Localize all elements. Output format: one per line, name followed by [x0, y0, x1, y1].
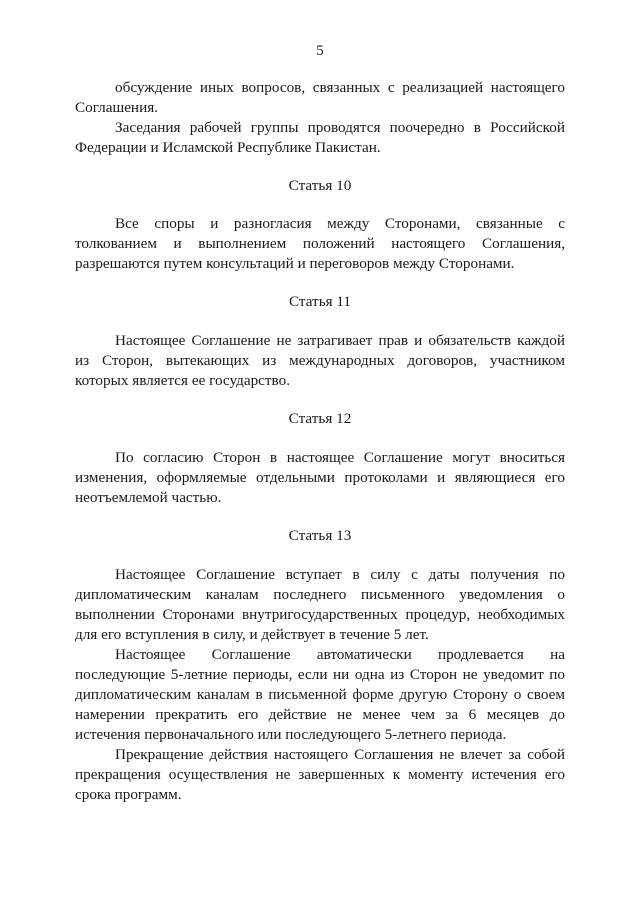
article-10-paragraph-1: Все споры и разногласия между Сторонами, связанные с толкованием и выполнением положений настоящего Соглашения, разрешаются путем консультаций и переговоров между Сторонами.	[75, 215, 565, 272]
intro-paragraph-1: обсуждение иных вопросов, связанных с реализацией настоящего Соглашения.	[75, 79, 565, 116]
intro-block	[75, 78, 565, 158]
article-11-body	[75, 331, 565, 391]
article-13-body	[75, 565, 565, 805]
article-10-body	[75, 214, 565, 274]
article-11-heading: Статья 11	[288, 293, 352, 310]
article-11-paragraph-1: Настоящее Соглашение не затрагивает прав и обязательств каждой из Сторон, вытекающих из международных договоров, участником которых является ее государство.	[75, 332, 565, 389]
article-13-heading: Статья 13	[288, 527, 352, 544]
article-10-heading: Статья 10	[288, 177, 352, 194]
article-13-paragraph-3: Прекращение действия настоящего Соглашения не влечет за собой прекращения осуществления не завершенных к моменту истечения его срока программ.	[75, 746, 565, 803]
article-13-paragraph-2: Настоящее Соглашение автоматически продлевается на последующие 5-летние периоды, если ни одна из Сторон не уведомит по дипломатическим каналам в письменной форме другую Сторону о своем намерении прекратить его действие не менее чем за 6 месяцев до истечения первоначального или последующего 5-летнего периода.	[75, 646, 565, 743]
page-number: 5	[316, 43, 324, 59]
article-12-body	[75, 448, 565, 508]
article-13-paragraph-1: Настоящее Соглашение вступает в силу с даты получения по дипломатическим каналам последнего письменного уведомления о выполнении Сторонами внутригосударственных процедур, необходимых для его вступления в силу, и действует в течение 5 лет.	[75, 566, 565, 643]
article-12-paragraph-1: По согласию Сторон в настоящее Соглашение могут вноситься изменения, оформляемые отдельными протоколами и являющиеся его неотъемлемой частью.	[75, 449, 565, 506]
intro-paragraph-2: Заседания рабочей группы проводятся поочередно в Российской Федерации и Исламской Республике Пакистан.	[75, 119, 565, 156]
article-12-heading: Статья 12	[288, 410, 352, 427]
